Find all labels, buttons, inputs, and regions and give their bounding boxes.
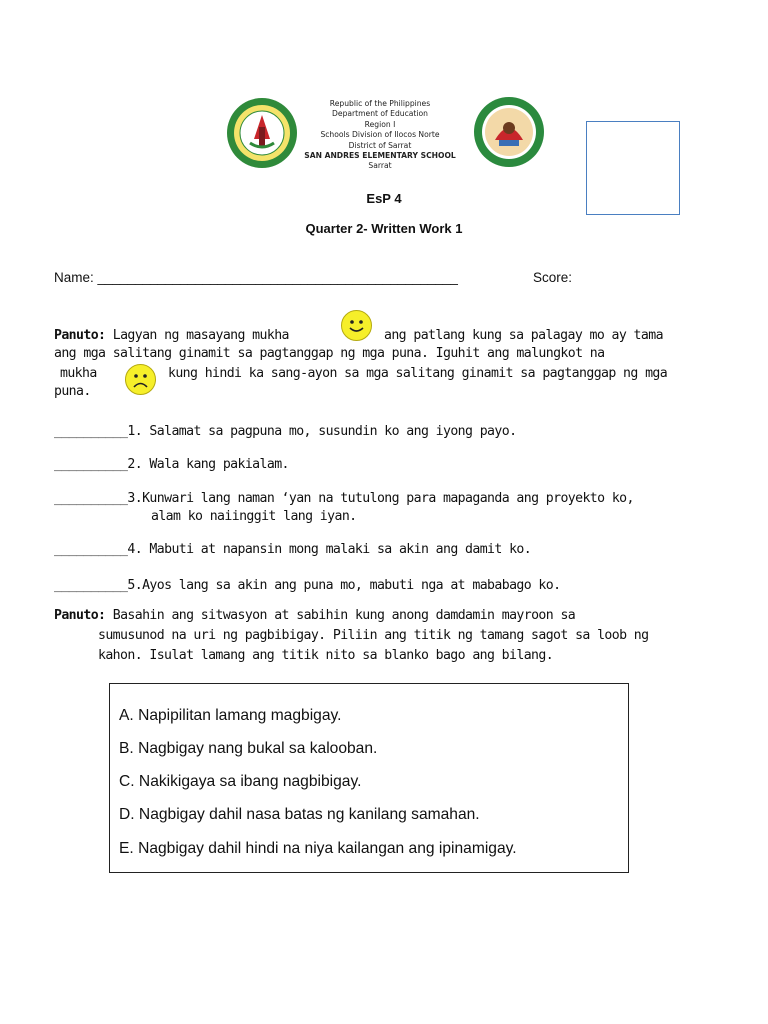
item-continuation: alam ko naiinggit lang iyan.: [151, 509, 357, 524]
instructions1-label: Panuto:: [54, 328, 106, 343]
list-item[interactable]: [54, 491, 634, 506]
item-text: 5.Ayos lang sa akin ang puna mo, mabuti nga at mababago ko.: [127, 578, 561, 593]
instructions2-line2: sumusunod na uri ng pagbibigay. Piliin ang titik ng tamang sagot sa loob ng: [98, 628, 649, 643]
header-line-3: Region I: [364, 119, 396, 129]
header-address-block: [300, 99, 460, 172]
instructions2-text-1: Basahin ang sitwasyon at sabihin kung anong damdamin mayroon sa: [112, 608, 576, 623]
instructions2-line1: [54, 607, 575, 626]
right-deped-seal: [473, 96, 545, 168]
name-blank: ________________________________________________: [97, 270, 458, 285]
choice-d: D. Nagbigay dahil nasa batas ng kanilang samahan.: [119, 806, 480, 823]
item-text: 4. Mabuti at napansin mong malaki sa akin ang damit ko.: [127, 542, 532, 557]
subject-title: EsP 4: [366, 191, 402, 206]
answer-blank: __________: [54, 424, 128, 439]
left-school-seal: [226, 97, 298, 169]
header-line-4: Schools Division of Ilocos Norte: [320, 130, 440, 140]
instructions1-text-b: ang patlang kung sa palagay mo ay tama: [384, 328, 663, 343]
score-label: Score:: [533, 270, 573, 285]
happy-face-icon: [341, 310, 372, 341]
choice-a: A. Napipilitan lamang magbigay.: [119, 707, 342, 724]
header-line-5: District of Sarrat: [348, 140, 412, 150]
answer-blank: __________: [54, 491, 128, 506]
instructions1-line3b: kung hindi ka sang-ayon sa mga salitang ginamit sa pagtanggap ng mga: [168, 366, 668, 381]
choice-b: B. Nagbigay nang bukal sa kalooban.: [119, 740, 378, 757]
choice-e: E. Nagbigay dahil hindi na niya kailangan ang ipinamigay.: [119, 840, 517, 857]
instructions1-line1: [54, 327, 289, 346]
list-item[interactable]: [54, 542, 531, 557]
instructions1-line2: ang mga salitang ginamit sa pagtanggap ng mga puna. Iguhit ang malungkot na: [54, 346, 605, 361]
item-text: 3.Kunwari lang naman ‘yan na tutulong para mapaganda ang proyekto ko,: [127, 491, 634, 506]
name-label: Name:: [54, 270, 94, 285]
school-seal-icon: [226, 97, 298, 169]
item-text: 2. Wala kang pakialam.: [127, 457, 289, 472]
instructions2-label: Panuto:: [54, 608, 106, 623]
answer-blank: __________: [54, 578, 128, 593]
header-line-1: Republic of the Philippines: [329, 99, 431, 108]
choice-c: C. Nakikigaya sa ibang nagbibigay.: [119, 773, 362, 790]
list-item[interactable]: [54, 424, 516, 439]
instructions1-text-a: Lagyan ng masayang mukha: [112, 328, 289, 343]
instructions1-line3a: mukha: [60, 366, 97, 381]
choices-box: [109, 683, 629, 873]
assessment-title: Quarter 2- Written Work 1: [305, 221, 463, 236]
sad-face-icon: [125, 364, 156, 395]
item-text: 1. Salamat sa pagpuna mo, susundin ko ang iyong payo.: [127, 424, 517, 439]
instructions1-line4: puna.: [54, 384, 91, 399]
list-item[interactable]: [54, 578, 560, 593]
deped-ilocos-norte-seal-icon: [473, 96, 545, 168]
school-town: Sarrat: [368, 161, 392, 171]
name-field[interactable]: [54, 270, 458, 285]
answer-blank: __________: [54, 457, 128, 472]
answer-blank: __________: [54, 542, 128, 557]
school-name: SAN ANDRES ELEMENTARY SCHOOL: [304, 151, 456, 161]
header-line-2: Department of Education: [332, 109, 428, 119]
list-item[interactable]: [54, 457, 289, 472]
instructions2-line3: kahon. Isulat lamang ang titik nito sa blanko bago ang bilang.: [98, 648, 554, 663]
